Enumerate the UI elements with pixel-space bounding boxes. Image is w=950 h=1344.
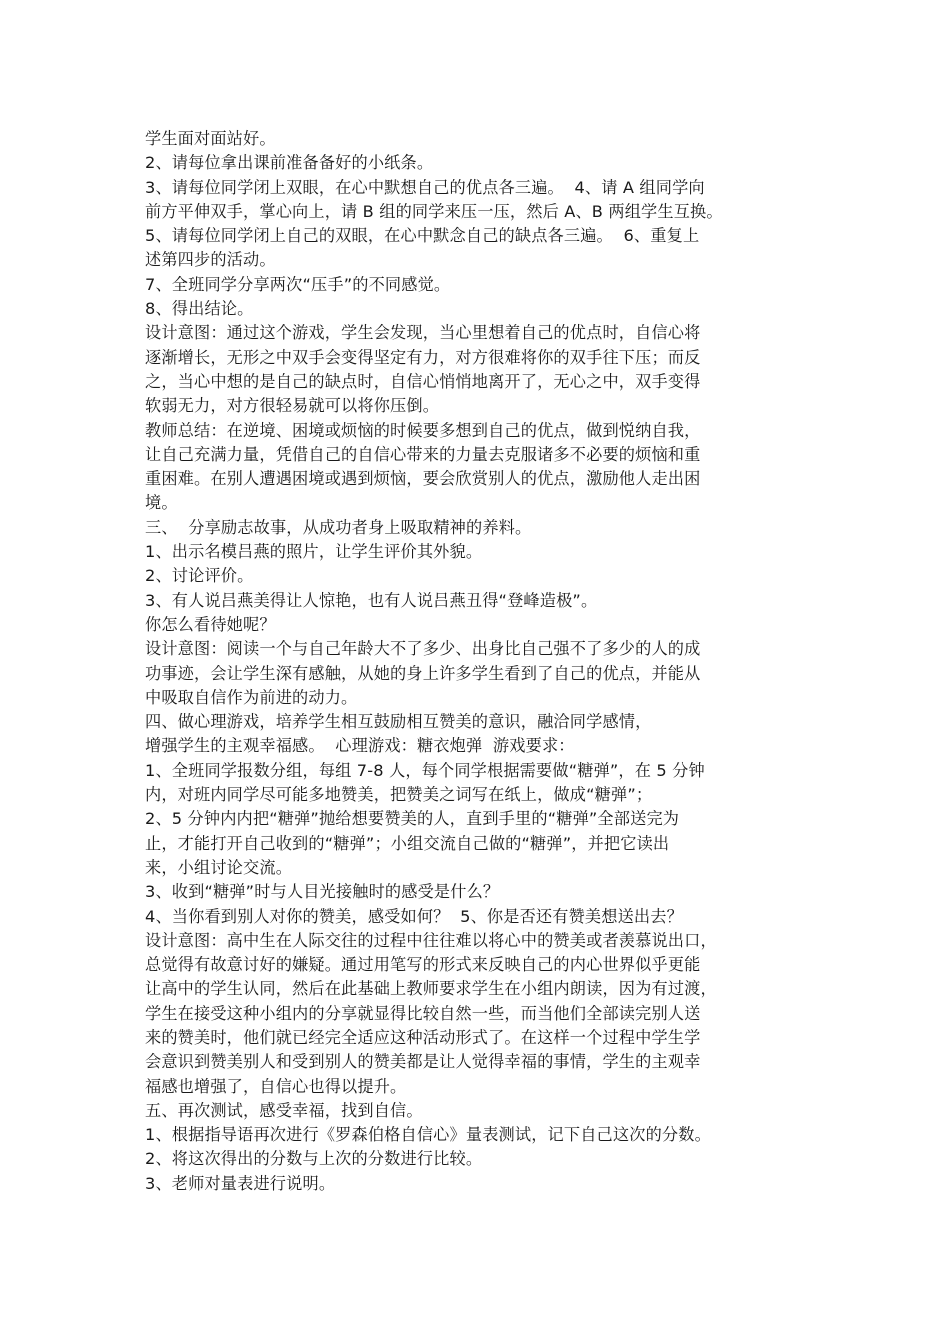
text-line: 2、请每位拿出课前准备备好的小纸条。: [145, 153, 434, 173]
text-line: 来的赞美时，他们就已经完全适应这种活动形式了。在这样一个过程中学生学: [145, 1027, 701, 1047]
text-line: 会意识到赞美别人和受到别人的赞美都是让人觉得幸福的事情，学生的主观幸: [145, 1052, 701, 1072]
text-line: 3、有人说吕燕美得让人惊艳，也有人说吕燕丑得“登峰造极”。: [145, 590, 598, 610]
text-line: 你怎么看待她呢？: [145, 614, 276, 634]
text-line: 1、出示名模吕燕的照片，让学生评价其外貌。: [145, 542, 483, 562]
text-line: 1、根据指导语再次进行《罗森伯格自信心》量表测试，记下自己这次的分数。: [145, 1125, 711, 1145]
text-line: 5、请每位同学闭上自己的双眼，在心中默念自己的缺点各三遍。 6、重复上: [145, 226, 700, 246]
text-line: 7、全班同学分享两次“压手”的不同感觉。: [145, 274, 451, 294]
text-line: 设计意图：阅读一个与自己年龄大不了多少、出身比自己强不了多少的人的成: [145, 639, 701, 659]
section-heading: 四、做心理游戏，培养学生相互鼓励相互赞美的意识，融洽同学感情，: [145, 712, 652, 732]
text-line: 4、当你看到别人对你的赞美，感受如何？ 5、你是否还有赞美想送出去？: [145, 906, 683, 926]
text-line: 让高中的学生认同，然后在此基础上教师要求学生在小组内朗读，因为有过渡，: [145, 979, 717, 999]
text-line: 来，小组讨论交流。: [145, 857, 293, 877]
text-line: 之，当心中想的是自己的缺点时，自信心悄悄地离开了，无心之中，双手变得: [145, 371, 701, 391]
text-line: 前方平伸双手，掌心向上，请 B 组的同学来压一压，然后 A、B 两组学生互换。: [145, 201, 723, 221]
text-line: 境。: [145, 493, 178, 513]
text-line: 中吸取自信作为前进的动力。: [145, 687, 358, 707]
text-line: 教师总结：在逆境、困境或烦恼的时候要多想到自己的优点，做到悦纳自我，: [145, 420, 701, 440]
text-line: 3、老师对量表进行说明。: [145, 1173, 336, 1193]
text-line: 3、收到“糖弹”时与人目光接触时的感受是什么？: [145, 882, 500, 902]
text-line: 软弱无力，对方很轻易就可以将你压倒。: [145, 396, 440, 416]
text-line: 1、全班同学报数分组，每组 7-8 人，每个同学根据需要做“糖弹”，在 5 分钟: [145, 760, 705, 780]
text-line: 8、得出结论。: [145, 299, 254, 319]
text-line: 学生面对面站好。: [145, 129, 276, 148]
text-line: 总觉得有故意讨好的嫌疑。通过用笔写的形式来反映自己的内心世界似乎更能: [145, 955, 701, 975]
text-line: 增强学生的主观幸福感。 心理游戏：糖衣炮弹 游戏要求：: [145, 736, 575, 756]
text-line: 重困难。在别人遭遇困境或遇到烦恼，要会欣赏别人的优点，激励他人走出困: [145, 469, 701, 489]
text-line: 逐渐增长，无形之中双手会变得坚定有力，对方很难将你的双手往下压；而反: [145, 347, 701, 367]
section-heading: 三、 分享励志故事，从成功者身上吸取精神的养料。: [145, 517, 532, 537]
text-line: 2、讨论评价。: [145, 566, 254, 586]
text-line: 述第四步的活动。: [145, 250, 276, 270]
text-line: 学生在接受这种小组内的分享就显得比较自然一些，而当他们全部读完别人送: [145, 1003, 701, 1023]
text-line: 功事迹，会让学生深有感触，从她的身上许多学生看到了自己的优点，并能从: [145, 663, 701, 683]
text-line: 2、将这次得出的分数与上次的分数进行比较。: [145, 1149, 483, 1169]
document-body: [145, 127, 810, 1196]
text-line: 让自己充满力量，凭借自己的自信心带来的力量去克服诸多不必要的烦恼和重: [145, 444, 701, 464]
text-line: 设计意图：通过这个游戏，学生会发现，当心里想着自己的优点时，自信心将: [145, 323, 701, 343]
text-line: 止，才能打开自己收到的“糖弹”；小组交流自己做的“糖弹”，并把它读出: [145, 833, 670, 853]
section-heading: 五、再次测试，感受幸福，找到自信。: [145, 1100, 423, 1120]
text-line: 内，对班内同学尽可能多地赞美，把赞美之词写在纸上，做成“糖弹”；: [145, 785, 653, 805]
text-line: 3、请每位同学闭上双眼，在心中默想自己的优点各三遍。 4、请 A 组同学向: [145, 177, 705, 197]
text-line: 2、5 分钟内内把“糖弹”抛给想要赞美的人，直到手里的“糖弹”全部送完为: [145, 809, 680, 829]
text-line: 设计意图：高中生在人际交往的过程中往往难以将心中的赞美或者羡慕说出口，: [145, 930, 717, 950]
text-line: 福感也增强了，自信心也得以提升。: [145, 1076, 407, 1096]
